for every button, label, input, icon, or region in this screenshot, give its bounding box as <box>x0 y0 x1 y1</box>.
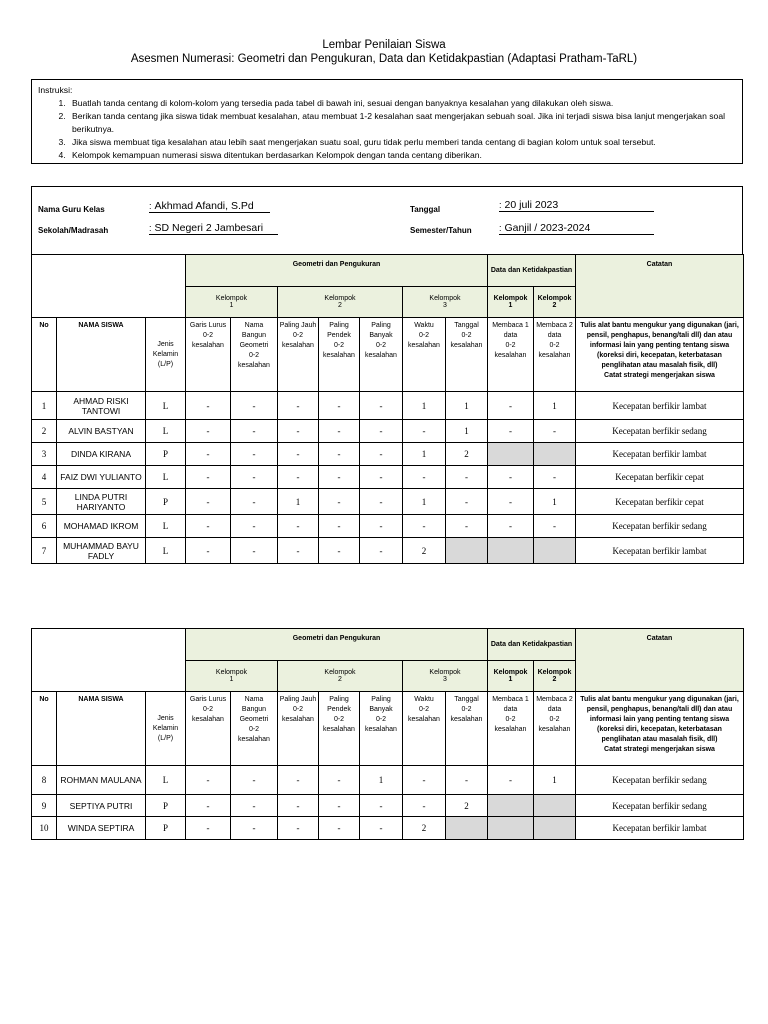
kelompok-number: 2 <box>552 676 557 683</box>
catatan-cell: Kecepatan berfikir lambat <box>576 538 744 564</box>
score-cell <box>534 443 576 466</box>
instructions-list <box>38 97 736 162</box>
score-cell: 2 <box>446 795 488 817</box>
student-rows-1 <box>32 392 744 564</box>
instruction-item: 4. Kelompok kemampuan numerasi siswa ditentukan berdasarkan Kelompok dengan tanda centang diberikan. <box>68 149 736 162</box>
instruction-item: 1. Buatlah tanda centang di kolom-kolom yang tersedia pada tabel di bawah ini, sesuai dengan banyaknya kesalahan yang dilakukan oleh siswa. <box>68 97 736 110</box>
col-header: Waktu 0-2 kesalahan <box>403 318 446 392</box>
student-gender: P <box>146 817 186 840</box>
score-cell: - <box>319 420 360 443</box>
score-cell: - <box>360 795 403 817</box>
semester-value: Ganjil / 2023-2024 <box>504 222 591 234</box>
student-name: ROHMAN MAULANA <box>57 766 146 795</box>
score-cell: - <box>278 515 319 538</box>
date-value: 20 juli 2023 <box>504 199 559 211</box>
kelompok-1-header <box>186 661 278 692</box>
catatan-desc: Tulis alat bantu mengukur yang digunakan (jari, pensil, penghapus, benang/tali dll) dan atau informasi lain yang penting tentang siswa (koreksi diri, kecepatan, keterbatasan penglihatan atau masalah fisik, dll) Catat strategi mengerjakan siswa <box>576 318 744 392</box>
table-row <box>32 817 744 840</box>
student-name: MUHAMMAD BAYU FADLY <box>57 538 146 564</box>
instructions-box <box>31 79 743 164</box>
score-cell: - <box>360 489 403 515</box>
data-kelompok-2-header <box>534 661 576 692</box>
jenis-header: Jenis Kelamin (L/P) <box>146 692 186 766</box>
score-cell: - <box>403 466 446 489</box>
kelompok-number: 3 <box>443 302 447 309</box>
score-cell: - <box>403 420 446 443</box>
score-cell: - <box>186 392 231 420</box>
score-cell: - <box>186 420 231 443</box>
score-cell: - <box>231 515 278 538</box>
col-header: Paling Pendek 0-2 kesalahan <box>319 318 360 392</box>
score-cell: - <box>231 538 278 564</box>
row-number: 9 <box>32 795 57 817</box>
score-cell: - <box>360 443 403 466</box>
table-row <box>32 392 744 420</box>
no-header: No <box>32 318 57 392</box>
score-cell: - <box>534 420 576 443</box>
semester-label: Semester/Tahun <box>410 226 472 235</box>
col-header: Garis Lurus 0-2 kesalahan <box>186 692 231 766</box>
student-gender: L <box>146 538 186 564</box>
score-cell: - <box>186 466 231 489</box>
score-cell: - <box>186 766 231 795</box>
score-cell <box>534 795 576 817</box>
catatan-cell: Kecepatan berfikir sedang <box>576 515 744 538</box>
instruction-item: 2. Berikan tanda centang jika siswa tidak membuat kesalahan, atau membuat 1-2 kesalahan saat mengerjakan sebuah soal. Jika ini terjadi siswa bisa lanjut mengerjakan soal berikutnya. <box>68 110 736 136</box>
score-cell: - <box>231 817 278 840</box>
table-row <box>32 420 744 443</box>
score-cell: - <box>360 420 403 443</box>
teacher-value-field <box>149 200 270 213</box>
column-header-row <box>32 692 744 766</box>
row-number: 2 <box>32 420 57 443</box>
score-cell: - <box>186 489 231 515</box>
kelompok-number: 2 <box>338 302 342 309</box>
score-cell: - <box>446 489 488 515</box>
score-cell: - <box>231 489 278 515</box>
score-cell <box>534 538 576 564</box>
colon: : <box>499 223 502 233</box>
instructions-heading: Instruksi: <box>38 85 73 95</box>
kelompok-word: Kelompok <box>537 295 572 302</box>
score-cell: - <box>360 538 403 564</box>
score-cell <box>446 538 488 564</box>
student-gender: L <box>146 420 186 443</box>
score-cell: - <box>278 817 319 840</box>
header-catatan: Catatan <box>576 255 744 318</box>
kelompok-word: Kelompok <box>537 669 572 676</box>
score-cell: - <box>319 817 360 840</box>
score-cell: 1 <box>534 766 576 795</box>
student-gender: L <box>146 466 186 489</box>
school-value-field <box>149 222 278 235</box>
score-cell: - <box>319 443 360 466</box>
kelompok-word: Kelompok <box>324 669 356 676</box>
score-cell <box>446 817 488 840</box>
page-subtitle: Asesmen Numerasi: Geometri dan Pengukuran, Data dan Ketidakpastian (Adaptasi Pratham-TaRL) <box>130 53 638 65</box>
col-header: Paling Pendek 0-2 kesalahan <box>319 692 360 766</box>
kelompok-word: Kelompok <box>215 295 248 302</box>
table-row <box>32 515 744 538</box>
catatan-cell: Kecepatan berfikir cepat <box>576 466 744 489</box>
col-header: Tanggal 0-2 kesalahan <box>446 692 488 766</box>
score-cell: - <box>278 795 319 817</box>
score-cell: - <box>319 766 360 795</box>
score-cell: 2 <box>403 817 446 840</box>
row-number: 1 <box>32 392 57 420</box>
student-name: SEPTIYA PUTRI <box>57 795 146 817</box>
header-geometri: Geometri dan Pengukuran <box>186 255 488 287</box>
score-cell: - <box>446 766 488 795</box>
student-name: MOHAMAD IKROM <box>57 515 146 538</box>
kelompok-number: 3 <box>443 676 447 683</box>
score-cell: - <box>488 420 534 443</box>
school-value: SD Negeri 2 Jambesari <box>154 222 264 234</box>
date-label: Tanggal <box>410 205 441 214</box>
score-cell: - <box>360 817 403 840</box>
kelompok-word: Kelompok <box>493 295 528 302</box>
score-cell <box>534 817 576 840</box>
kelompok-number: 1 <box>508 302 513 309</box>
score-cell: - <box>186 538 231 564</box>
score-cell: - <box>534 515 576 538</box>
score-cell <box>488 538 534 564</box>
kelompok-number: 1 <box>508 676 513 683</box>
score-cell: 1 <box>403 443 446 466</box>
score-cell: - <box>186 817 231 840</box>
score-cell: 1 <box>534 392 576 420</box>
student-gender: L <box>146 515 186 538</box>
kelompok-2-header <box>278 287 403 318</box>
school-label: Sekolah/Madrasah <box>38 226 109 235</box>
score-cell: - <box>231 766 278 795</box>
catatan-desc: Tulis alat bantu mengukur yang digunakan (jari, pensil, penghapus, benang/tali dll) dan atau informasi lain yang penting tentang siswa (koreksi diri, kecepatan, keterbatasan penglihatan atau masalah fisik, dll) Catat strategi mengerjakan siswa <box>576 692 744 766</box>
table-row <box>32 466 744 489</box>
semester-value-field <box>499 222 654 235</box>
page-title: Lembar Penilaian Siswa <box>322 39 446 51</box>
score-cell: - <box>186 515 231 538</box>
score-cell: - <box>319 392 360 420</box>
score-cell: 1 <box>360 766 403 795</box>
score-cell: - <box>319 515 360 538</box>
header-catatan: Catatan <box>576 629 744 692</box>
score-cell: - <box>278 538 319 564</box>
score-cell: - <box>278 766 319 795</box>
student-gender: P <box>146 443 186 466</box>
col-header: Membaca 1 data 0-2 kesalahan <box>488 692 534 766</box>
score-cell <box>488 817 534 840</box>
student-gender: L <box>146 392 186 420</box>
col-header: Paling Banyak 0-2 kesalahan <box>360 692 403 766</box>
no-header: No <box>32 692 57 766</box>
table-row <box>32 766 744 795</box>
kelompok-word: Kelompok <box>324 295 356 302</box>
student-gender: P <box>146 489 186 515</box>
col-header: Membaca 1 data 0-2 kesalahan <box>488 318 534 392</box>
catatan-cell: Kecepatan berfikir lambat <box>576 443 744 466</box>
score-cell <box>488 795 534 817</box>
col-header: Nama Bangun Geometri 0-2 kesalahan <box>231 692 278 766</box>
score-cell: - <box>319 538 360 564</box>
score-cell: - <box>446 515 488 538</box>
score-cell: - <box>446 466 488 489</box>
score-cell: - <box>186 443 231 466</box>
student-rows-2 <box>32 766 744 840</box>
data-kelompok-1-header <box>488 287 534 318</box>
score-cell: - <box>488 489 534 515</box>
score-cell: 2 <box>446 443 488 466</box>
teacher-info-box <box>31 186 743 254</box>
colon: : <box>149 223 152 233</box>
row-number: 3 <box>32 443 57 466</box>
score-cell: - <box>488 466 534 489</box>
kelompok-1-header <box>186 287 278 318</box>
row-number: 10 <box>32 817 57 840</box>
score-cell: - <box>231 420 278 443</box>
catatan-cell: Kecepatan berfikir sedang <box>576 420 744 443</box>
score-cell: - <box>278 466 319 489</box>
student-name: AHMAD RISKI TANTOWI <box>57 392 146 420</box>
score-cell: - <box>488 515 534 538</box>
score-cell: - <box>231 443 278 466</box>
catatan-cell: Kecepatan berfikir sedang <box>576 766 744 795</box>
score-cell: - <box>360 515 403 538</box>
jenis-header: Jenis Kelamin (L/P) <box>146 318 186 392</box>
assessment-table-1 <box>31 254 744 564</box>
score-cell: - <box>278 392 319 420</box>
col-header: Paling Jauh 0-2 kesalahan <box>278 318 319 392</box>
table-row <box>32 795 744 817</box>
student-gender: P <box>146 795 186 817</box>
assessment-table-2 <box>31 628 744 840</box>
score-cell: - <box>278 443 319 466</box>
score-cell: - <box>319 489 360 515</box>
score-cell <box>488 443 534 466</box>
colon: : <box>499 200 502 210</box>
score-cell: - <box>403 766 446 795</box>
col-header: Garis Lurus 0-2 kesalahan <box>186 318 231 392</box>
score-cell: - <box>319 466 360 489</box>
row-number: 7 <box>32 538 57 564</box>
student-name: LINDA PUTRI HARIYANTO <box>57 489 146 515</box>
kelompok-number: 2 <box>552 302 557 309</box>
catatan-cell: Kecepatan berfikir lambat <box>576 817 744 840</box>
row-number: 5 <box>32 489 57 515</box>
score-cell: - <box>488 766 534 795</box>
kelompok-word: Kelompok <box>429 669 461 676</box>
score-cell: - <box>319 795 360 817</box>
row-number: 6 <box>32 515 57 538</box>
score-cell: - <box>360 392 403 420</box>
catatan-cell: Kecepatan berfikir lambat <box>576 392 744 420</box>
student-name: WINDA SEPTIRA <box>57 817 146 840</box>
col-header: Paling Jauh 0-2 kesalahan <box>278 692 319 766</box>
score-cell: - <box>403 515 446 538</box>
student-gender: L <box>146 766 186 795</box>
student-name: DINDA KIRANA <box>57 443 146 466</box>
student-name: ALVIN BASTYAN <box>57 420 146 443</box>
score-cell: - <box>231 795 278 817</box>
header-data: Data dan Ketidakpastian <box>488 255 576 287</box>
score-cell: 1 <box>403 392 446 420</box>
kelompok-word: Kelompok <box>215 669 248 676</box>
col-header: Tanggal 0-2 kesalahan <box>446 318 488 392</box>
data-kelompok-2-header <box>534 287 576 318</box>
score-cell: 1 <box>278 489 319 515</box>
column-header-row <box>32 318 744 392</box>
col-header: Waktu 0-2 kesalahan <box>403 692 446 766</box>
row-number: 4 <box>32 466 57 489</box>
teacher-value: Akhmad Afandi, S.Pd <box>154 200 254 212</box>
row-number: 8 <box>32 766 57 795</box>
score-cell: - <box>231 466 278 489</box>
kelompok-number: 2 <box>338 676 342 683</box>
kelompok-3-header <box>403 661 488 692</box>
score-cell: 1 <box>446 392 488 420</box>
kelompok-3-header <box>403 287 488 318</box>
catatan-cell: Kecepatan berfikir sedang <box>576 795 744 817</box>
header-blank <box>32 629 186 692</box>
kelompok-2-header <box>278 661 403 692</box>
score-cell: - <box>231 392 278 420</box>
catatan-cell: Kecepatan berfikir cepat <box>576 489 744 515</box>
header-data: Data dan Ketidakpastian <box>488 629 576 661</box>
colon: : <box>149 201 152 211</box>
date-value-field <box>499 199 654 212</box>
col-header: Nama Bangun Geometri 0-2 kesalahan <box>231 318 278 392</box>
score-cell: 2 <box>403 538 446 564</box>
kelompok-word: Kelompok <box>429 295 461 302</box>
col-header: Membaca 2 data 0-2 kesalahan <box>534 692 576 766</box>
score-cell: 1 <box>403 489 446 515</box>
student-name: FAIZ DWI YULIANTO <box>57 466 146 489</box>
score-cell: 1 <box>534 489 576 515</box>
score-cell: 1 <box>446 420 488 443</box>
col-header: Paling Banyak 0-2 kesalahan <box>360 318 403 392</box>
data-kelompok-1-header <box>488 661 534 692</box>
score-cell: - <box>403 795 446 817</box>
instruction-item: 3. Jika siswa membuat tiga kesalahan atau lebih saat mengerjakan suatu soal, guru tidak perlu memberi tanda centang di bagian kolom untuk soal tersebut. <box>68 136 736 149</box>
kelompok-word: Kelompok <box>493 669 528 676</box>
score-cell: - <box>534 466 576 489</box>
col-header: Membaca 2 data 0-2 kesalahan <box>534 318 576 392</box>
table-row <box>32 443 744 466</box>
nama-header: NAMA SISWA <box>57 318 146 392</box>
table-row <box>32 538 744 564</box>
kelompok-number: 1 <box>229 302 234 309</box>
score-cell: - <box>278 420 319 443</box>
kelompok-number: 1 <box>229 676 234 683</box>
header-blank <box>32 255 186 318</box>
table-row <box>32 489 744 515</box>
nama-header: NAMA SISWA <box>57 692 146 766</box>
score-cell: - <box>488 392 534 420</box>
score-cell: - <box>360 466 403 489</box>
header-geometri: Geometri dan Pengukuran <box>186 629 488 661</box>
teacher-label: Nama Guru Kelas <box>38 205 105 214</box>
score-cell: - <box>186 795 231 817</box>
